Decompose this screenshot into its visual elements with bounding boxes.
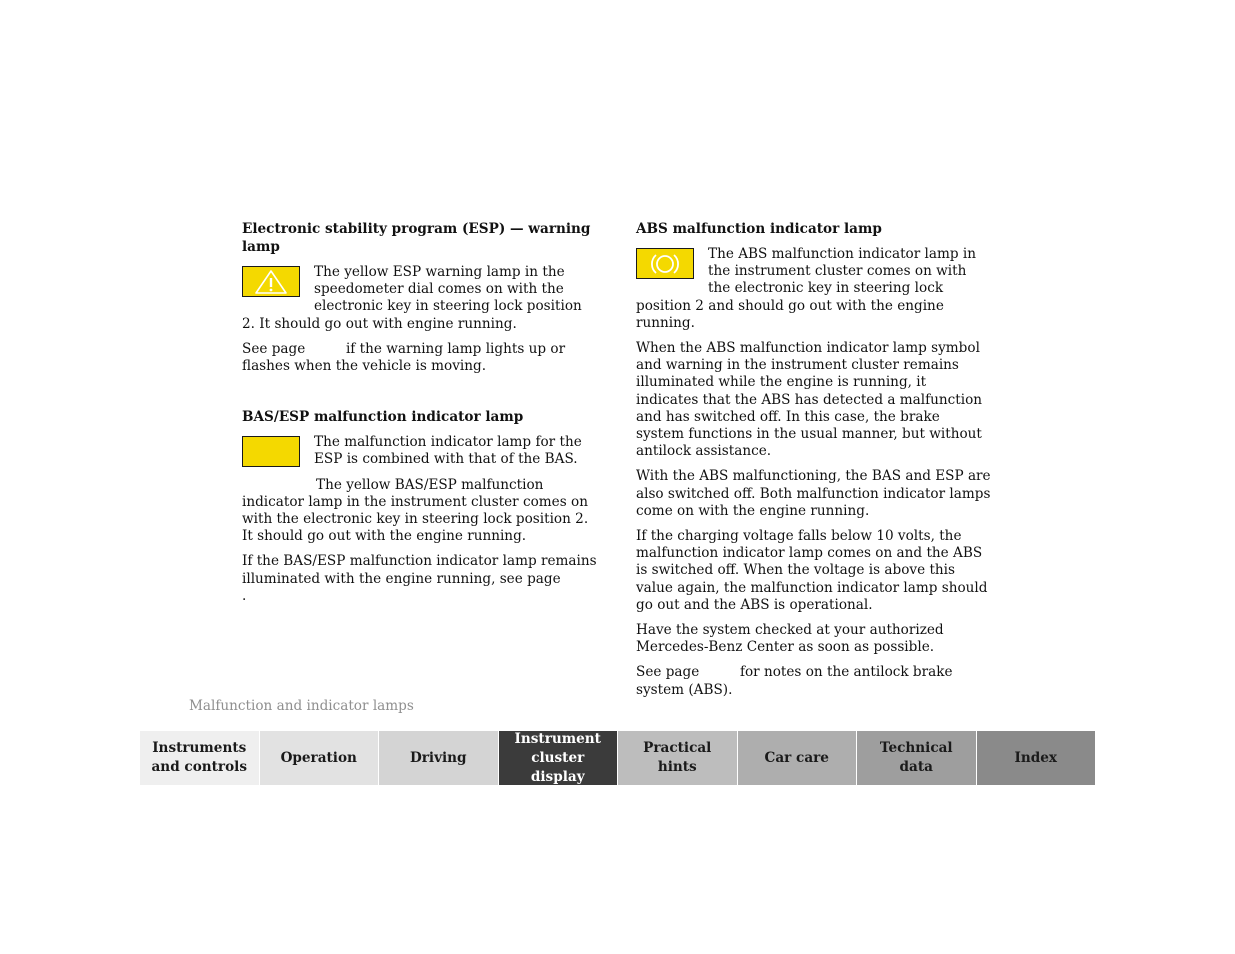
esp-heading: Electronic stability program (ESP) — warning lamp (242, 221, 591, 255)
nav-tab-instruments-and-controls[interactable]: Instruments and controls (140, 731, 260, 785)
bas-esp-combined-text: The malfunction indicator lamp for the ESP is combined with that of the BAS. (314, 434, 582, 468)
esp-description: The yellow ESP warning lamp in the speedometer dial comes on with the electronic key in steering lock position 2. It should go out with engine running. (242, 264, 582, 332)
nav-tab-operation[interactable]: Operation (260, 731, 380, 785)
abs-voltage-text: If the charging voltage falls below 10 volts, the malfunction indicator lamp comes on and the ABS is switched off. When the voltage is above this value again, the malfunction indicator lamp should go out and the ABS is operational. (636, 528, 988, 613)
nav-tab-instrument-cluster-display[interactable]: Instrument cluster display (499, 731, 619, 785)
right-column (636, 220, 992, 707)
abs-lamp-block (636, 246, 992, 332)
abs-service-text: Have the system checked at your authorized Mercedes-Benz Center as soon as possible. (636, 622, 944, 656)
nav-tab-technical-data[interactable]: Technical data (857, 731, 977, 785)
left-column (242, 220, 598, 613)
nav-tab-car-care[interactable]: Car care (738, 731, 858, 785)
abs-bas-esp-text: With the ABS malfunctioning, the BAS and ESP are also switched off. Both malfunction indicator lamps come on with the engine running. (636, 468, 991, 519)
abs-heading: ABS malfunction indicator lamp (636, 221, 882, 237)
bas-esp-lamp-block (242, 434, 598, 468)
nav-tab-practical-hints[interactable]: Practical hints (618, 731, 738, 785)
esp-see-page: See page if the warning lamp lights up or flashes when the vehicle is moving. (242, 340, 566, 375)
section-title: Malfunction and indicator lamps (189, 698, 414, 714)
bas-esp-description: The yellow BAS/ESP malfunction indicator lamp in the instrument cluster comes on with the electronic key in steering lock position 2. It should go out with the engine running. (242, 476, 589, 545)
bas-esp-lamp-icon (242, 436, 300, 467)
abs-see-page: See page for notes on the antilock brake system (ABS). (636, 664, 953, 698)
bas-esp-heading: BAS/ESP malfunction indicator lamp (242, 409, 524, 426)
brake-circle-icon (636, 248, 694, 279)
abs-malfunction-text: When the ABS malfunction indicator lamp symbol and warning in the instrument cluster remains illuminated while the engine is running, it indicates that the ABS has detected a malfunction and has switched off. In this case, the brake system functions in the usual manner, but without antilock assistance. (636, 340, 983, 460)
chapter-nav-bar (140, 731, 1095, 785)
warning-triangle-icon (242, 266, 300, 297)
esp-lamp-block (242, 264, 598, 333)
nav-tab-driving[interactable]: Driving (379, 731, 499, 785)
bas-esp-see-page: If the BAS/ESP malfunction indicator lamp remains illuminated with the engine running, see page . (242, 553, 597, 604)
nav-tab-index[interactable]: Index (977, 731, 1096, 785)
abs-description: The ABS malfunction indicator lamp in the instrument cluster comes on with the electronic key in steering lock position 2 and should go out with the engine running. (636, 246, 976, 331)
